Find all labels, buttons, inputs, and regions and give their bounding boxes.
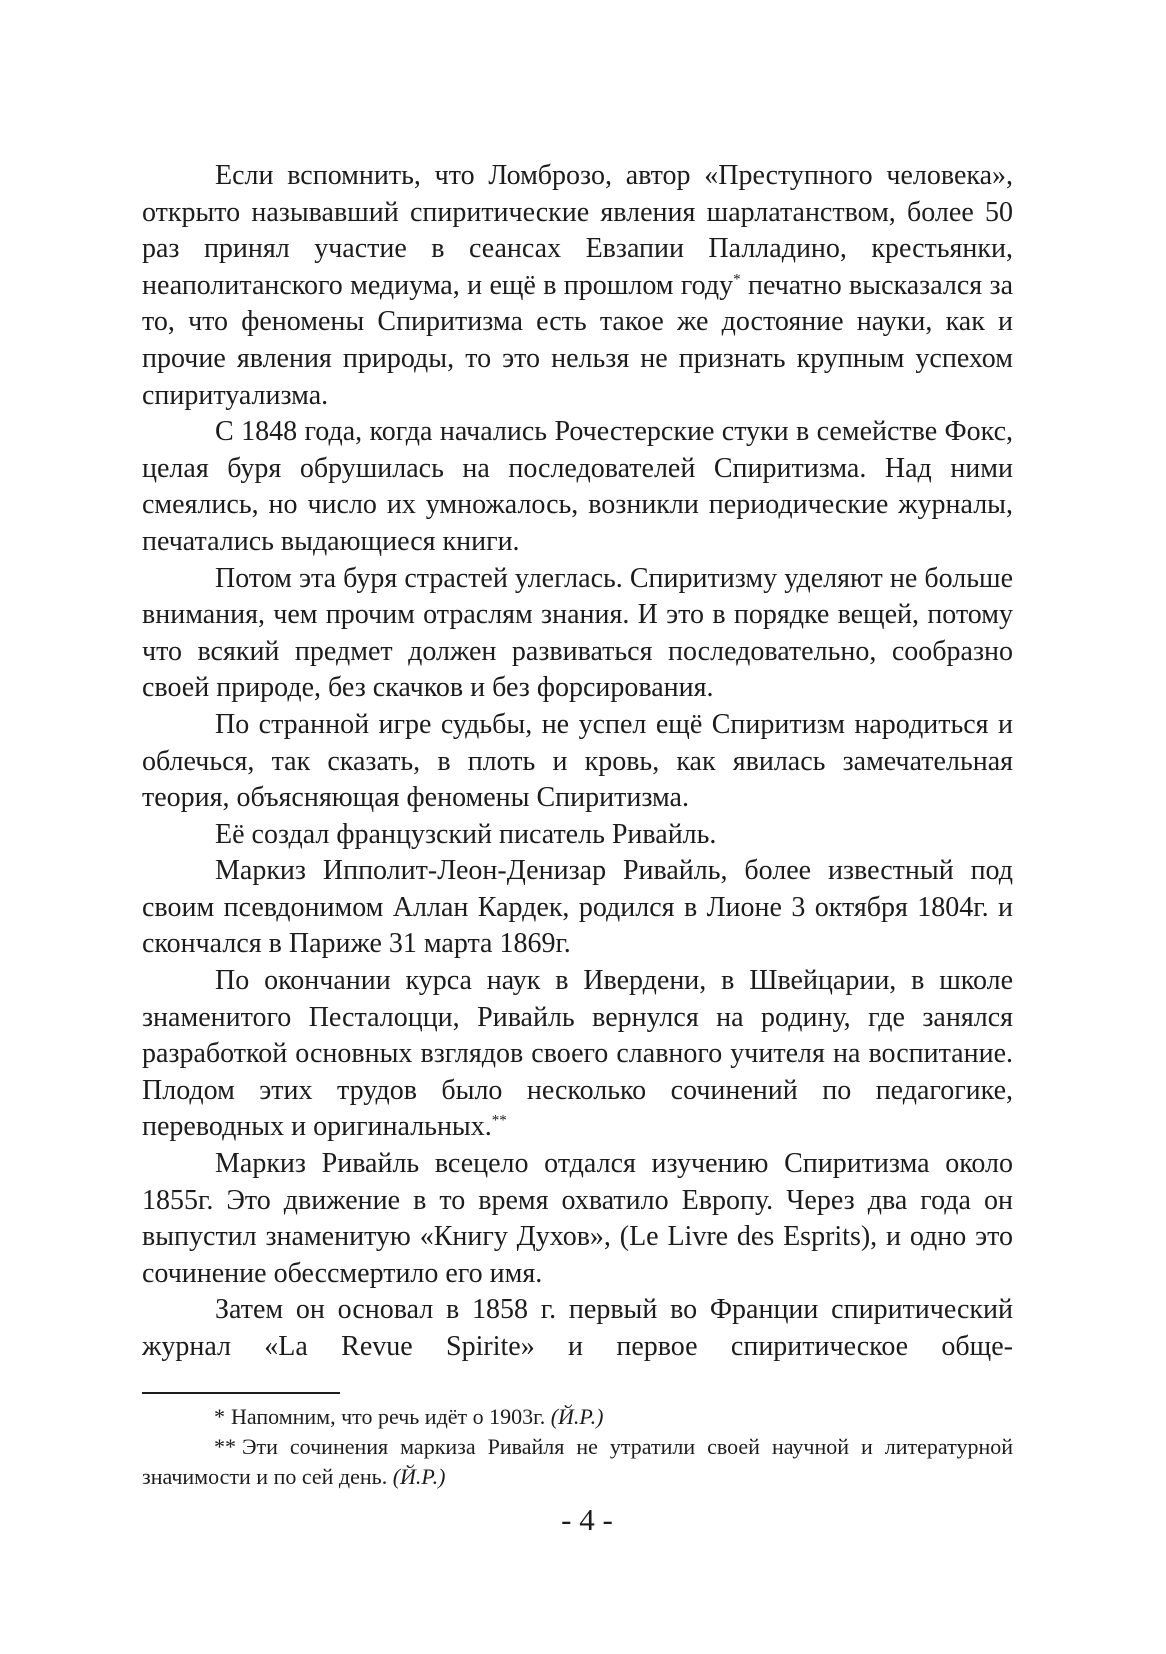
paragraph: С 1848 года, когда начались Рочестерские стуки в семействе Фокс, целая буря обрушилась на последователей Спиритизма. Над ними смеялись, но число их умножалось, возникли периодические журналы, печатались выдающиеся книги.: [142, 416, 1013, 557]
footnotes: [142, 1402, 1013, 1492]
page-number: - 4 -: [561, 1502, 613, 1537]
paragraph: Её создал французский писатель Ривайль.: [215, 818, 717, 850]
paragraph-text: Если вспомнить, что Ломброзо, автор «Преступного человека», открыто называвший спиритические явления шарлатанством, более 50 раз принял участие в сеансах Евзапии Палладино, крестьянки, неаполитанского медиума, и ещё в прошлом году: [142, 160, 1013, 301]
main-text: [142, 158, 1013, 1366]
paragraph: [142, 158, 1013, 414]
footnote-text: Напомним, что речь идёт о 1903г.: [231, 1404, 551, 1429]
paragraph: [142, 963, 1013, 1146]
footnote-reference: **: [491, 1113, 507, 1130]
footnote-signature: (Й.Р.): [392, 1464, 446, 1489]
footnote-signature: (Й.Р.): [550, 1404, 604, 1429]
paragraph: Затем он основал в 1858 г. первый во Франции спиритический журнал «La Revue Spirite» и первое спиритическое обще-: [142, 1294, 1013, 1362]
footnote-mark: **: [214, 1434, 236, 1459]
footnote-reference: *: [733, 271, 741, 288]
paragraph-text: печатно высказался за то, что феномены Спиритизма есть такое же достояние науки, как и прочие явления природы, то это нельзя не признать крупным успехом спиритуализма.: [142, 269, 1013, 411]
paragraph: Потом эта буря страстей улеглась. Спиритизму уделяют не больше внимания, чем прочим отраслям знания. И это в порядке вещей, потому что всякий предмет должен развиваться последовательно, сообразно своей природе, без скачков и без форсирования.: [142, 562, 1013, 704]
footnote-text: Эти сочинения маркиза Ривайля не утратили своей научной и литературной значимости и по сей день.: [142, 1434, 1013, 1489]
footnote: [142, 1402, 1013, 1432]
paragraph: Маркиз Ипполит-Леон-Денизар Ривайль, более известный под своим псевдонимом Аллан Кардек, родился в Лионе 3 октября 1804г. и скончался в Париже 31 марта 1869г.: [142, 855, 1013, 960]
paragraph: Маркиз Ривайль всецело отдался изучению Спиритизма около 1855г. Это движение в то время охватило Европу. Через два года он выпустил знаменитую «Книгу Духов», (Le Livre des Esprits), и одно это сочинение обессмертило его имя.: [142, 1148, 1013, 1289]
footnote-divider: [142, 1392, 340, 1394]
paragraph: По странной игре судьбы, не успел ещё Спиритизм народиться и облечься, так сказать, в плоть и кровь, как явилась замечательная теория, объясняющая феномены Спиритизма.: [142, 708, 1013, 814]
footnote-mark: *: [214, 1404, 225, 1429]
footnote: [142, 1432, 1013, 1492]
paragraph-text: По окончании курса наук в Ивердени, в Швейцарии, в школе знаменитого Песталоцци, Ривайль вернулся на родину, где занялся разработкой основных взглядов своего славного учителя на воспитание. Плодом этих трудов было несколько сочинений по педагогике, переводных и оригинальных.: [142, 965, 1013, 1143]
